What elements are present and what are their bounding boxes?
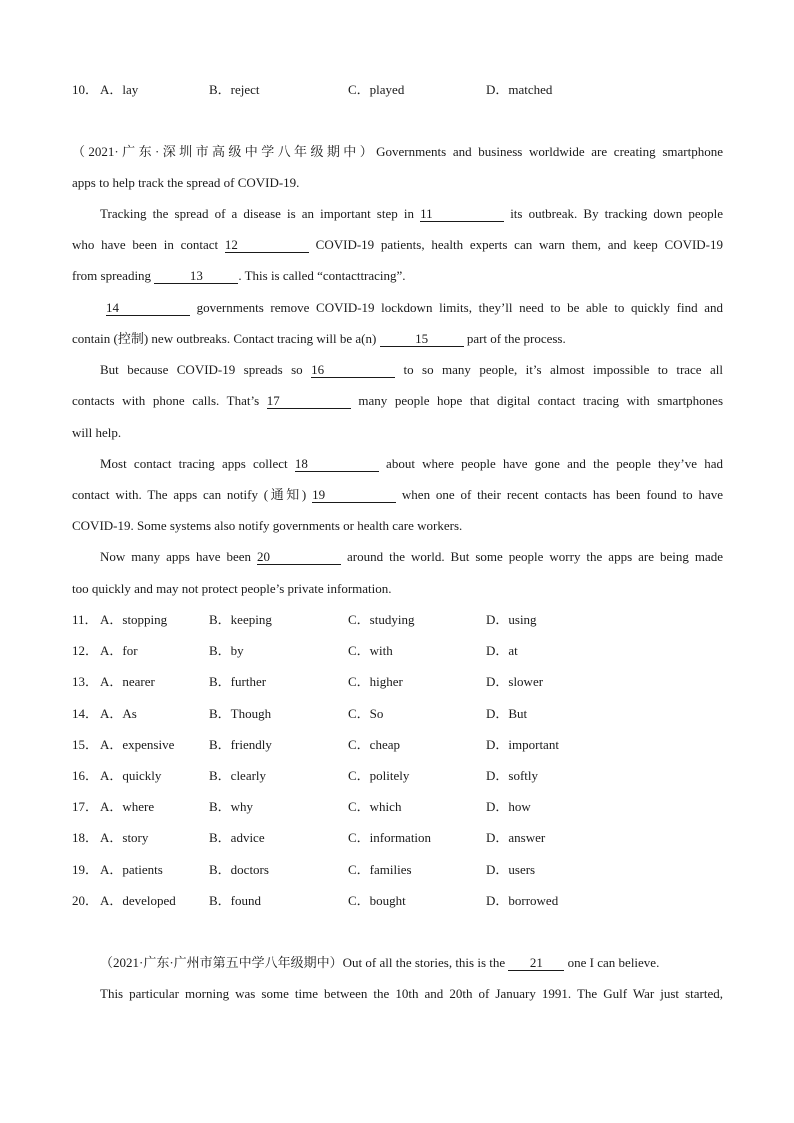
option-a: A．quickly [100, 768, 162, 783]
passage2-line1: This particular morning was some time between the 10th and 20th of January 1991. The Gulf War just started, [100, 986, 723, 1001]
paragraph1-line1: Tracking the spread of a disease is an important step in 11 its outbreak. By tracking down people [100, 206, 724, 221]
question-10-options [72, 82, 723, 98]
option-d: D．slower [486, 674, 544, 689]
question-number: 13． [72, 674, 99, 689]
question-18-options [72, 830, 723, 846]
paragraph3-line1: But because COVID-19 spreads so 16 to so many people, it’s almost impossible to trace all [100, 362, 723, 377]
option-a: A．developed [100, 893, 176, 908]
paragraph4-line3: COVID-19. Some systems also notify governments or health care workers. [72, 518, 463, 533]
question-14-options [72, 706, 723, 722]
option-a: A．for [100, 643, 138, 658]
blank-13[interactable]: 13 [154, 269, 238, 284]
option-d: D．softly [486, 768, 539, 783]
blank-12[interactable]: 12 [225, 238, 309, 253]
option-b: B．doctors [209, 862, 269, 877]
paragraph4-line1: Most contact tracing apps collect 18 about where people have gone and the people they’ve had [100, 456, 724, 471]
option-c: C．with [348, 643, 393, 658]
option-d: D．answer [486, 830, 546, 845]
option-c: C．which [348, 799, 402, 814]
passage1-intro-line1: （2021·广东·深圳市高级中学八年级期中）Governments and business worldwide are creating smartphone [72, 144, 723, 159]
question-number: 18． [72, 830, 99, 845]
paragraph1-line3: from spreading 13 . This is called “contacttracing”. [72, 268, 406, 283]
option-c: C．played [348, 82, 405, 97]
option-a: A．lay [100, 82, 139, 97]
question-11-options [72, 612, 723, 628]
source-note: （2021·广东·深圳市高级中学八年级期中） [72, 144, 377, 159]
blank-17[interactable]: 17 [267, 394, 351, 409]
option-b: B．advice [209, 830, 265, 845]
question-number: 14． [72, 706, 99, 721]
blank-16[interactable]: 16 [311, 363, 395, 378]
option-a: A．stopping [100, 612, 168, 627]
option-b: B．further [209, 674, 267, 689]
option-c: C．politely [348, 768, 410, 783]
option-b: B．reject [209, 82, 260, 97]
option-b: B．friendly [209, 737, 272, 752]
question-17-options [72, 799, 723, 815]
option-c: C．studying [348, 612, 415, 627]
option-c: C．higher [348, 674, 403, 689]
option-d: D．matched [486, 82, 553, 97]
option-d: D．how [486, 799, 531, 814]
question-19-options [72, 862, 723, 878]
question-12-options [72, 643, 723, 659]
blank-19[interactable]: 19 [312, 488, 396, 503]
option-d: D．users [486, 862, 536, 877]
option-a: A．where [100, 799, 155, 814]
option-b: B．found [209, 893, 262, 908]
question-number: 20． [72, 893, 99, 908]
passage2-intro: （2021·广东·广州市第五中学八年级期中）Out of all the stories, this is the 21 one I can believe. [100, 955, 660, 970]
question-13-options [72, 674, 723, 690]
paragraph3-line3: will help. [72, 425, 122, 440]
question-15-options [72, 737, 723, 753]
paragraph3-line2: contacts with phone calls. That’s 17 many people hope that digital contact tracing with smartphones [72, 393, 724, 408]
blank-11[interactable]: 11 [420, 207, 504, 222]
option-a: A．expensive [100, 737, 175, 752]
option-c: C．cheap [348, 737, 400, 752]
option-b: B．why [209, 799, 254, 814]
option-a: A．story [100, 830, 149, 845]
option-d: D．using [486, 612, 537, 627]
question-number: 11． [72, 612, 98, 627]
paragraph2-line2: contain (控制) new outbreaks. Contact tracing will be a(n) 15 part of the process. [72, 331, 566, 346]
paragraph5-line2: too quickly and may not protect people’s private information. [72, 581, 392, 596]
option-d: D．But [486, 706, 528, 721]
option-b: B．keeping [209, 612, 272, 627]
option-a: A．patients [100, 862, 163, 877]
option-b: B．clearly [209, 768, 267, 783]
paragraph4-line2: contact with. The apps can notify (通知) 19 when one of their recent contacts has been found to have [72, 487, 724, 502]
paragraph1-line2: who have been in contact 12 COVID-19 patients, health experts can warn them, and keep COVID-19 [72, 237, 724, 252]
blank-21[interactable]: 21 [508, 956, 564, 971]
option-b: B．Though [209, 706, 272, 721]
source-note: （2021·广东·广州市第五中学八年级期中） [100, 955, 343, 970]
question-16-options [72, 768, 723, 784]
option-c: C．information [348, 830, 432, 845]
passage1-intro-line2: apps to help track the spread of COVID-19. [72, 175, 300, 190]
option-a: A．nearer [100, 674, 155, 689]
question-number: 17． [72, 799, 99, 814]
question-number: 19． [72, 862, 99, 877]
question-number: 10． [72, 82, 99, 97]
paragraph2-line1: 14 governments remove COVID-19 lockdown limits, they’ll need to be able to quickly find and [106, 300, 724, 315]
question-20-options [72, 893, 723, 909]
option-d: D．at [486, 643, 518, 658]
blank-20[interactable]: 20 [257, 550, 341, 565]
paragraph5-line1: Now many apps have been 20 around the world. But some people worry the apps are being made [100, 549, 724, 564]
question-number: 16． [72, 768, 99, 783]
blank-18[interactable]: 18 [295, 457, 379, 472]
option-a: A．As [100, 706, 137, 721]
option-c: C．So [348, 706, 384, 721]
option-d: D．borrowed [486, 893, 559, 908]
question-number: 15． [72, 737, 99, 752]
option-c: C．families [348, 862, 412, 877]
blank-15[interactable]: 15 [380, 332, 464, 347]
question-number: 12． [72, 643, 99, 658]
option-c: C．bought [348, 893, 406, 908]
option-d: D．important [486, 737, 559, 752]
option-b: B．by [209, 643, 244, 658]
blank-14[interactable]: 14 [106, 301, 190, 316]
